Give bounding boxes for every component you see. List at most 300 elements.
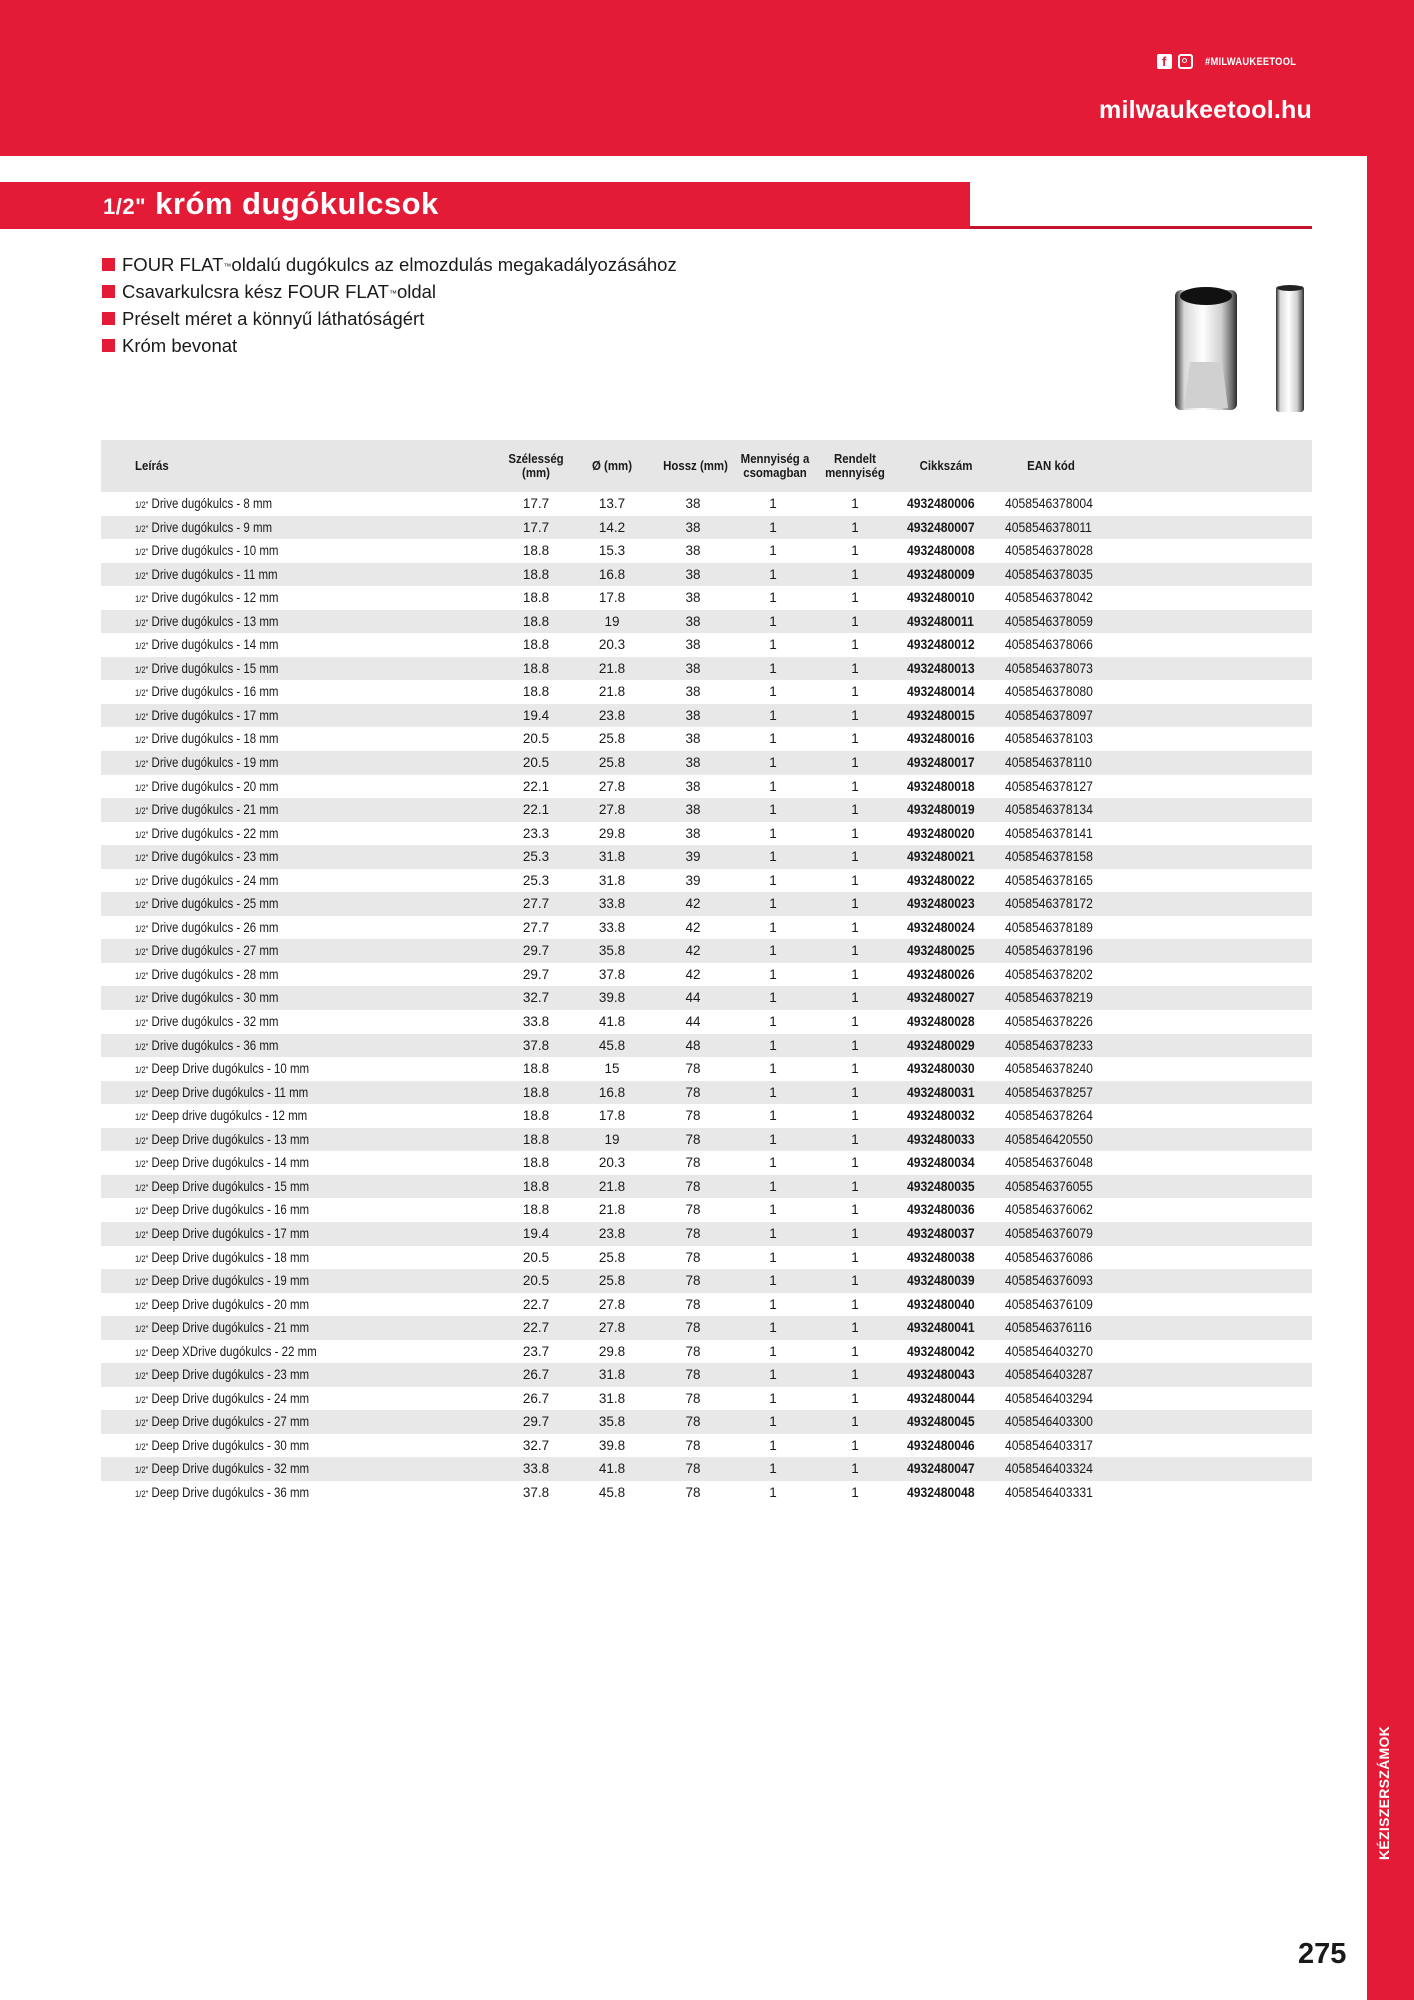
row-description bbox=[135, 1128, 309, 1152]
row-article-number: 4932480011 bbox=[907, 613, 974, 629]
row-order-qty: 1 bbox=[851, 613, 859, 629]
row-width: 22.7 bbox=[522, 1320, 550, 1336]
row-article-number: 4932480036 bbox=[907, 1202, 975, 1218]
row-length: 78 bbox=[685, 1437, 701, 1453]
row-pack-qty: 1 bbox=[769, 1037, 777, 1053]
row-diameter: 27.8 bbox=[598, 1320, 626, 1336]
row-diameter: 29.8 bbox=[598, 1343, 626, 1359]
description-text: Deep Drive dugókulcs - 16 mm bbox=[151, 1202, 310, 1218]
row-width: 26.7 bbox=[522, 1367, 550, 1383]
row-description bbox=[135, 1010, 278, 1034]
row-length: 38 bbox=[685, 660, 701, 676]
row-diameter: 14.2 bbox=[598, 519, 626, 535]
row-diameter: 21.8 bbox=[598, 1178, 626, 1194]
drive-size-fraction: 1/2" bbox=[135, 1488, 149, 1499]
row-pack-qty: 1 bbox=[769, 1296, 777, 1312]
table-row bbox=[101, 986, 1312, 1010]
drive-size-fraction: 1/2" bbox=[135, 829, 149, 840]
row-description bbox=[135, 586, 278, 610]
row-width: 20.5 bbox=[522, 1273, 550, 1289]
row-diameter: 31.8 bbox=[598, 1367, 626, 1383]
row-length: 78 bbox=[685, 1461, 701, 1477]
description-text: Deep drive dugókulcs - 12 mm bbox=[151, 1108, 308, 1124]
row-width: 27.7 bbox=[522, 919, 550, 935]
description-text: Deep Drive dugókulcs - 21 mm bbox=[151, 1320, 310, 1336]
row-article-number: 4932480030 bbox=[907, 1061, 975, 1077]
row-ean: 4058546403317 bbox=[1005, 1437, 1093, 1453]
row-order-qty: 1 bbox=[851, 1014, 859, 1030]
row-description bbox=[135, 869, 278, 893]
row-order-qty: 1 bbox=[851, 1037, 859, 1053]
table-row bbox=[101, 751, 1312, 775]
row-width: 32.7 bbox=[522, 990, 550, 1006]
drive-size-fraction: 1/2" bbox=[135, 1253, 149, 1264]
row-ean: 4058546403331 bbox=[1005, 1484, 1093, 1500]
row-diameter: 27.8 bbox=[598, 778, 626, 794]
social-links bbox=[1157, 54, 1312, 69]
description-text: Deep Drive dugókulcs - 18 mm bbox=[151, 1249, 310, 1265]
row-order-qty: 1 bbox=[851, 566, 859, 582]
row-pack-qty: 1 bbox=[769, 1108, 777, 1124]
table-row bbox=[101, 1410, 1312, 1434]
row-order-qty: 1 bbox=[851, 1296, 859, 1312]
row-width: 19.4 bbox=[522, 1225, 550, 1241]
row-order-qty: 1 bbox=[851, 1155, 859, 1171]
row-width: 18.8 bbox=[522, 1178, 550, 1194]
table-row bbox=[101, 1340, 1312, 1364]
drive-size-fraction: 1/2" bbox=[135, 664, 149, 675]
row-pack-qty: 1 bbox=[769, 990, 777, 1006]
row-length: 78 bbox=[685, 1414, 701, 1430]
description-text: Drive dugókulcs - 25 mm bbox=[151, 896, 279, 912]
row-pack-qty: 1 bbox=[769, 496, 777, 511]
row-description bbox=[135, 775, 278, 799]
row-article-number: 4932480025 bbox=[907, 943, 975, 959]
row-description bbox=[135, 563, 278, 587]
row-length: 44 bbox=[685, 990, 701, 1006]
row-pack-qty: 1 bbox=[769, 660, 777, 676]
row-pack-qty: 1 bbox=[769, 1202, 777, 1218]
description-text: Drive dugókulcs - 9 mm bbox=[151, 519, 273, 535]
row-length: 78 bbox=[685, 1131, 701, 1147]
row-order-qty: 1 bbox=[851, 707, 859, 723]
row-width: 27.7 bbox=[522, 896, 550, 912]
row-pack-qty: 1 bbox=[769, 1437, 777, 1453]
instagram-icon[interactable] bbox=[1178, 54, 1193, 69]
description-text: Deep Drive dugókulcs - 24 mm bbox=[151, 1390, 310, 1406]
row-description bbox=[135, 822, 278, 846]
row-ean: 4058546376048 bbox=[1005, 1155, 1093, 1171]
table-row bbox=[101, 492, 1312, 516]
table-header bbox=[101, 440, 1312, 492]
row-order-qty: 1 bbox=[851, 1249, 859, 1265]
row-length: 42 bbox=[685, 943, 701, 959]
col-order-qty: Rendelt mennyiség bbox=[825, 451, 885, 480]
drive-size-fraction: 1/2" bbox=[135, 1277, 149, 1288]
row-length: 38 bbox=[685, 755, 701, 771]
description-text: Drive dugókulcs - 24 mm bbox=[151, 872, 279, 888]
row-article-number: 4932480028 bbox=[907, 1014, 975, 1030]
drive-size-fraction: 1/2" bbox=[135, 759, 149, 770]
site-url[interactable]: milwaukeetool.hu bbox=[1099, 96, 1312, 124]
drive-size-fraction: 1/2" bbox=[135, 523, 149, 534]
table-row bbox=[101, 892, 1312, 916]
row-ean: 4058546403324 bbox=[1005, 1461, 1093, 1477]
row-order-qty: 1 bbox=[851, 1437, 859, 1453]
row-pack-qty: 1 bbox=[769, 637, 777, 653]
description-text: Drive dugókulcs - 12 mm bbox=[151, 590, 279, 606]
table-row bbox=[101, 1293, 1312, 1317]
feature-item: Préselt méret a könnyű láthatóságért bbox=[102, 305, 677, 332]
row-pack-qty: 1 bbox=[769, 731, 777, 747]
description-text: Drive dugókulcs - 16 mm bbox=[151, 684, 279, 700]
description-text: Drive dugókulcs - 11 mm bbox=[151, 566, 278, 582]
row-length: 42 bbox=[685, 896, 701, 912]
description-text: Deep Drive dugókulcs - 10 mm bbox=[151, 1061, 310, 1077]
row-description bbox=[135, 1410, 309, 1434]
row-ean: 4058546378004 bbox=[1005, 496, 1093, 511]
row-description bbox=[135, 892, 278, 916]
row-pack-qty: 1 bbox=[769, 802, 777, 818]
drive-size-fraction: 1/2" bbox=[135, 500, 149, 510]
row-diameter: 17.8 bbox=[598, 1108, 626, 1124]
row-diameter: 23.8 bbox=[598, 707, 626, 723]
row-article-number: 4932480010 bbox=[907, 590, 975, 606]
drive-size-fraction: 1/2" bbox=[135, 1418, 149, 1429]
row-pack-qty: 1 bbox=[769, 1131, 777, 1147]
row-article-number: 4932480014 bbox=[907, 684, 975, 700]
bullet-square-icon bbox=[102, 312, 115, 325]
description-text: Deep Drive dugókulcs - 36 mm bbox=[151, 1484, 310, 1500]
row-description bbox=[135, 610, 278, 634]
page-title bbox=[103, 186, 439, 222]
table-row bbox=[101, 916, 1312, 940]
row-pack-qty: 1 bbox=[769, 896, 777, 912]
title-underline bbox=[970, 226, 1312, 229]
drive-size-fraction: 1/2" bbox=[135, 1041, 149, 1052]
row-ean: 4058546403270 bbox=[1005, 1343, 1093, 1359]
table-row bbox=[101, 1481, 1312, 1505]
row-pack-qty: 1 bbox=[769, 566, 777, 582]
row-diameter: 27.8 bbox=[598, 802, 626, 818]
row-article-number: 4932480027 bbox=[907, 990, 975, 1006]
table-row bbox=[101, 539, 1312, 563]
row-length: 38 bbox=[685, 707, 701, 723]
row-article-number: 4932480037 bbox=[907, 1225, 975, 1241]
row-width: 18.8 bbox=[522, 684, 550, 700]
row-ean: 4058546378141 bbox=[1005, 825, 1093, 841]
row-ean: 4058546378042 bbox=[1005, 590, 1093, 606]
row-article-number: 4932480038 bbox=[907, 1249, 975, 1265]
row-order-qty: 1 bbox=[851, 1084, 859, 1100]
row-order-qty: 1 bbox=[851, 731, 859, 747]
row-description bbox=[135, 1198, 309, 1222]
row-ean: 4058546376062 bbox=[1005, 1202, 1093, 1218]
row-pack-qty: 1 bbox=[769, 707, 777, 723]
row-pack-qty: 1 bbox=[769, 1084, 777, 1100]
row-article-number: 4932480015 bbox=[907, 707, 975, 723]
row-diameter: 33.8 bbox=[598, 896, 626, 912]
row-diameter: 19 bbox=[604, 613, 620, 629]
row-length: 38 bbox=[685, 637, 701, 653]
row-article-number: 4932480043 bbox=[907, 1367, 975, 1383]
row-article-number: 4932480009 bbox=[907, 566, 975, 582]
row-length: 78 bbox=[685, 1061, 701, 1077]
row-width: 33.8 bbox=[522, 1014, 550, 1030]
bullet-square-icon bbox=[102, 285, 115, 298]
row-diameter: 37.8 bbox=[598, 966, 626, 982]
description-text: Deep Drive dugókulcs - 20 mm bbox=[151, 1296, 310, 1312]
row-length: 78 bbox=[685, 1084, 701, 1100]
row-diameter: 25.8 bbox=[598, 1249, 626, 1265]
row-width: 29.7 bbox=[522, 1414, 550, 1430]
row-width: 33.8 bbox=[522, 1461, 550, 1477]
row-pack-qty: 1 bbox=[769, 1273, 777, 1289]
row-ean: 4058546378257 bbox=[1005, 1084, 1093, 1100]
row-ean: 4058546378189 bbox=[1005, 919, 1093, 935]
row-diameter: 33.8 bbox=[598, 919, 626, 935]
row-width: 20.5 bbox=[522, 1249, 550, 1265]
feature-item: Króm bevonat bbox=[102, 332, 677, 359]
row-width: 19.4 bbox=[522, 707, 550, 723]
description-text: Drive dugókulcs - 26 mm bbox=[151, 919, 279, 935]
row-diameter: 31.8 bbox=[598, 849, 626, 865]
row-ean: 4058546403300 bbox=[1005, 1414, 1093, 1430]
row-length: 78 bbox=[685, 1225, 701, 1241]
drive-size-fraction: 1/2" bbox=[135, 1371, 149, 1382]
row-length: 38 bbox=[685, 613, 701, 629]
row-ean: 4058546378080 bbox=[1005, 684, 1093, 700]
row-ean: 4058546378196 bbox=[1005, 943, 1093, 959]
bullet-square-icon bbox=[102, 258, 115, 271]
table-row bbox=[101, 1104, 1312, 1128]
drive-size-fraction: 1/2" bbox=[135, 1135, 149, 1146]
row-order-qty: 1 bbox=[851, 1390, 859, 1406]
row-pack-qty: 1 bbox=[769, 849, 777, 865]
row-description bbox=[135, 1434, 309, 1458]
row-order-qty: 1 bbox=[851, 519, 859, 535]
row-description bbox=[135, 939, 278, 963]
row-ean: 4058546378165 bbox=[1005, 872, 1093, 888]
row-ean: 4058546378103 bbox=[1005, 731, 1093, 747]
drive-size-fraction: 1/2" bbox=[135, 594, 149, 605]
row-ean: 4058546378011 bbox=[1005, 519, 1092, 535]
row-width: 29.7 bbox=[522, 966, 550, 982]
table-row bbox=[101, 1057, 1312, 1081]
table-row bbox=[101, 563, 1312, 587]
description-text: Drive dugókulcs - 17 mm bbox=[151, 707, 279, 723]
row-order-qty: 1 bbox=[851, 543, 859, 559]
row-pack-qty: 1 bbox=[769, 1155, 777, 1171]
row-length: 78 bbox=[685, 1202, 701, 1218]
row-order-qty: 1 bbox=[851, 943, 859, 959]
row-length: 78 bbox=[685, 1296, 701, 1312]
description-text: Drive dugókulcs - 8 mm bbox=[151, 496, 273, 511]
row-order-qty: 1 bbox=[851, 1202, 859, 1218]
table-row bbox=[101, 1457, 1312, 1481]
row-diameter: 21.8 bbox=[598, 1202, 626, 1218]
row-ean: 4058546378134 bbox=[1005, 802, 1093, 818]
description-text: Drive dugókulcs - 36 mm bbox=[151, 1037, 279, 1053]
row-width: 18.8 bbox=[522, 637, 550, 653]
row-description bbox=[135, 704, 278, 728]
drive-size-fraction: 1/2" bbox=[135, 1018, 149, 1029]
row-ean: 4058546378073 bbox=[1005, 660, 1093, 676]
row-width: 22.7 bbox=[522, 1296, 550, 1312]
drive-size-fraction: 1/2" bbox=[135, 617, 149, 628]
table-row bbox=[101, 798, 1312, 822]
row-order-qty: 1 bbox=[851, 919, 859, 935]
description-text: Deep Drive dugókulcs - 14 mm bbox=[151, 1155, 310, 1171]
row-diameter: 17.8 bbox=[598, 590, 626, 606]
row-order-qty: 1 bbox=[851, 684, 859, 700]
header-band bbox=[0, 0, 1414, 156]
row-length: 38 bbox=[685, 519, 701, 535]
row-diameter: 27.8 bbox=[598, 1296, 626, 1312]
facebook-icon[interactable]: f bbox=[1157, 54, 1172, 69]
row-order-qty: 1 bbox=[851, 637, 859, 653]
drive-size-fraction: 1/2" bbox=[135, 1112, 149, 1123]
row-diameter: 35.8 bbox=[598, 943, 626, 959]
title-fraction: 1/2" bbox=[103, 194, 147, 219]
table-row bbox=[101, 516, 1312, 540]
row-order-qty: 1 bbox=[851, 1320, 859, 1336]
row-order-qty: 1 bbox=[851, 1484, 859, 1500]
row-order-qty: 1 bbox=[851, 496, 859, 511]
title-text: króm dugókulcsok bbox=[155, 186, 439, 221]
row-description bbox=[135, 1151, 309, 1175]
row-description bbox=[135, 1457, 309, 1481]
table-row bbox=[101, 1034, 1312, 1058]
row-description bbox=[135, 1293, 309, 1317]
product-table bbox=[101, 440, 1312, 1505]
row-description bbox=[135, 633, 278, 657]
row-pack-qty: 1 bbox=[769, 872, 777, 888]
drive-size-fraction: 1/2" bbox=[135, 876, 149, 887]
row-order-qty: 1 bbox=[851, 1273, 859, 1289]
row-article-number: 4932480047 bbox=[907, 1461, 975, 1477]
row-width: 18.8 bbox=[522, 543, 550, 559]
table-row bbox=[101, 1363, 1312, 1387]
row-width: 23.7 bbox=[522, 1343, 550, 1359]
description-text: Drive dugókulcs - 19 mm bbox=[151, 755, 279, 771]
row-article-number: 4932480048 bbox=[907, 1484, 975, 1500]
row-article-number: 4932480026 bbox=[907, 966, 975, 982]
row-width: 20.5 bbox=[522, 755, 550, 771]
row-ean: 4058546376116 bbox=[1005, 1320, 1092, 1336]
drive-size-fraction: 1/2" bbox=[135, 1394, 149, 1405]
description-text: Deep Drive dugókulcs - 19 mm bbox=[151, 1273, 310, 1289]
description-text: Drive dugókulcs - 21 mm bbox=[151, 802, 279, 818]
row-description bbox=[135, 1481, 309, 1505]
row-description bbox=[135, 727, 278, 751]
row-ean: 4058546378240 bbox=[1005, 1061, 1093, 1077]
row-article-number: 4932480016 bbox=[907, 731, 975, 747]
drive-size-fraction: 1/2" bbox=[135, 711, 149, 722]
drive-size-fraction: 1/2" bbox=[135, 900, 149, 911]
feature-list bbox=[102, 251, 677, 359]
description-text: Deep Drive dugókulcs - 27 mm bbox=[151, 1414, 310, 1430]
row-width: 17.7 bbox=[522, 496, 550, 511]
row-description bbox=[135, 1246, 309, 1270]
description-text: Drive dugókulcs - 20 mm bbox=[151, 778, 279, 794]
col-diameter: Ø (mm) bbox=[591, 458, 633, 473]
row-article-number: 4932480008 bbox=[907, 543, 975, 559]
hashtag: #MILWAUKEETOOL bbox=[1204, 55, 1296, 68]
row-description bbox=[135, 1057, 309, 1081]
description-text: Drive dugókulcs - 27 mm bbox=[151, 943, 279, 959]
row-pack-qty: 1 bbox=[769, 1014, 777, 1030]
col-article: Cikkszám bbox=[919, 458, 973, 473]
row-ean: 4058546378202 bbox=[1005, 966, 1093, 982]
row-diameter: 41.8 bbox=[598, 1014, 626, 1030]
description-text: Deep XDrive dugókulcs - 22 mm bbox=[151, 1343, 317, 1359]
row-article-number: 4932480019 bbox=[907, 802, 975, 818]
row-ean: 4058546378035 bbox=[1005, 566, 1093, 582]
table-row bbox=[101, 1222, 1312, 1246]
row-description bbox=[135, 1081, 308, 1105]
table-row bbox=[101, 963, 1312, 987]
row-description bbox=[135, 1316, 309, 1340]
row-length: 38 bbox=[685, 566, 701, 582]
row-pack-qty: 1 bbox=[769, 590, 777, 606]
row-order-qty: 1 bbox=[851, 660, 859, 676]
row-order-qty: 1 bbox=[851, 1061, 859, 1077]
row-pack-qty: 1 bbox=[769, 1178, 777, 1194]
table-row bbox=[101, 1151, 1312, 1175]
row-length: 42 bbox=[685, 919, 701, 935]
row-ean: 4058546378219 bbox=[1005, 990, 1093, 1006]
drive-size-fraction: 1/2" bbox=[135, 970, 149, 981]
row-ean: 4058546378110 bbox=[1005, 755, 1092, 771]
row-article-number: 4932480029 bbox=[907, 1037, 975, 1053]
row-width: 18.8 bbox=[522, 1202, 550, 1218]
drive-size-fraction: 1/2" bbox=[135, 1206, 149, 1217]
row-order-qty: 1 bbox=[851, 1108, 859, 1124]
drive-size-fraction: 1/2" bbox=[135, 1088, 149, 1099]
row-pack-qty: 1 bbox=[769, 519, 777, 535]
table-row bbox=[101, 869, 1312, 893]
row-description bbox=[135, 657, 278, 681]
row-pack-qty: 1 bbox=[769, 755, 777, 771]
row-ean: 4058546378066 bbox=[1005, 637, 1093, 653]
row-diameter: 45.8 bbox=[598, 1037, 626, 1053]
drive-size-fraction: 1/2" bbox=[135, 641, 149, 652]
table-row bbox=[101, 845, 1312, 869]
row-width: 18.8 bbox=[522, 1108, 550, 1124]
row-description bbox=[135, 516, 272, 540]
table-row bbox=[101, 1246, 1312, 1270]
row-description bbox=[135, 1387, 309, 1411]
row-article-number: 4932480013 bbox=[907, 660, 975, 676]
row-article-number: 4932480039 bbox=[907, 1273, 975, 1289]
description-text: Deep Drive dugókulcs - 23 mm bbox=[151, 1367, 310, 1383]
row-width: 25.3 bbox=[522, 872, 550, 888]
row-ean: 4058546376055 bbox=[1005, 1178, 1093, 1194]
row-article-number: 4932480018 bbox=[907, 778, 975, 794]
row-width: 32.7 bbox=[522, 1437, 550, 1453]
row-order-qty: 1 bbox=[851, 1178, 859, 1194]
table-row bbox=[101, 586, 1312, 610]
row-length: 44 bbox=[685, 1014, 701, 1030]
row-diameter: 16.8 bbox=[598, 566, 626, 582]
row-width: 26.7 bbox=[522, 1390, 550, 1406]
row-ean: 4058546376086 bbox=[1005, 1249, 1093, 1265]
description-text: Drive dugókulcs - 18 mm bbox=[151, 731, 279, 747]
row-description bbox=[135, 1363, 309, 1387]
table-row bbox=[101, 633, 1312, 657]
row-article-number: 4932480040 bbox=[907, 1296, 975, 1312]
